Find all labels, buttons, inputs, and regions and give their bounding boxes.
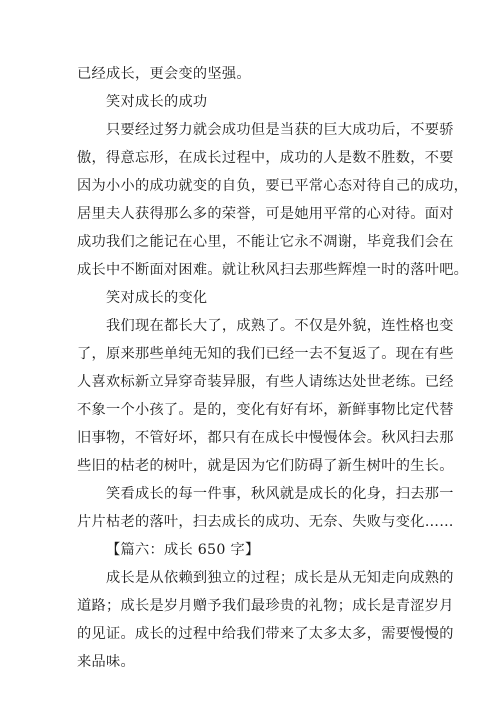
paragraph-line: 因为小小的成功就变的自负，要已平常心态对待自己的成功，: [77, 178, 469, 194]
paragraph-line: 已经成长，更会变的坚强。: [77, 66, 251, 82]
paragraph-line: 傲，得意忘形，在成长过程中，成功的人是数不胜数，不要: [77, 150, 454, 166]
paragraph-line: 的见证。成长的过程中给我们带来了太多太多，需要慢慢的: [77, 626, 454, 642]
paragraph-line: 旧事物，不管好坏，都只有在成长中慢慢体会。秋风扫去那: [77, 430, 454, 446]
paragraph-line: 只要经过努力就会成功但是当获的巨大成功后，不要骄: [106, 122, 454, 138]
paragraph-line: 我们现在都长大了，成熟了。不仅是外貌，连性格也变: [106, 318, 454, 334]
paragraph-line: 些旧的枯老的树叶，就是因为它们防碍了新生树叶的生长。: [77, 458, 454, 474]
paragraph-line: 成功我们之能记在心里，不能让它永不凋谢，毕竟我们会在: [77, 234, 454, 250]
paragraph-line: 了，原来那些单纯无知的我们已经一去不复返了。现在有些: [77, 346, 454, 362]
paragraph-line: 来品味。: [77, 654, 135, 670]
section-heading: 笑对成长的成功: [106, 94, 208, 110]
paragraph-line: 居里夫人获得那么多的荣誉，可是她用平常的心对待。面对: [77, 206, 454, 222]
paragraph-line: 人喜欢标新立异穿奇装异服，有些人请练达处世老练。已经: [77, 374, 454, 390]
paragraph-line: 成长是从依赖到独立的过程；成长是从无知走向成熟的: [106, 570, 454, 586]
paragraph-line: 道路；成长是岁月赠予我们最珍贵的礼物；成长是青涩岁月: [77, 598, 454, 614]
chapter-heading: 【篇六：成长 650 字】: [106, 542, 260, 558]
paragraph-line: 不象一个小孩了。是的，变化有好有坏，新鲜事物比定代替: [77, 402, 454, 418]
paragraph-line: 片片枯老的落叶，扫去成长的成功、无奈、失败与变化……: [77, 514, 454, 530]
paragraph-line: 成长中不断面对困难。就让秋风扫去那些辉煌一时的落叶吧。: [77, 262, 469, 278]
section-heading: 笑对成长的变化: [106, 290, 208, 306]
paragraph-line: 笑看成长的每一件事，秋风就是成长的化身，扫去那一: [106, 486, 454, 502]
